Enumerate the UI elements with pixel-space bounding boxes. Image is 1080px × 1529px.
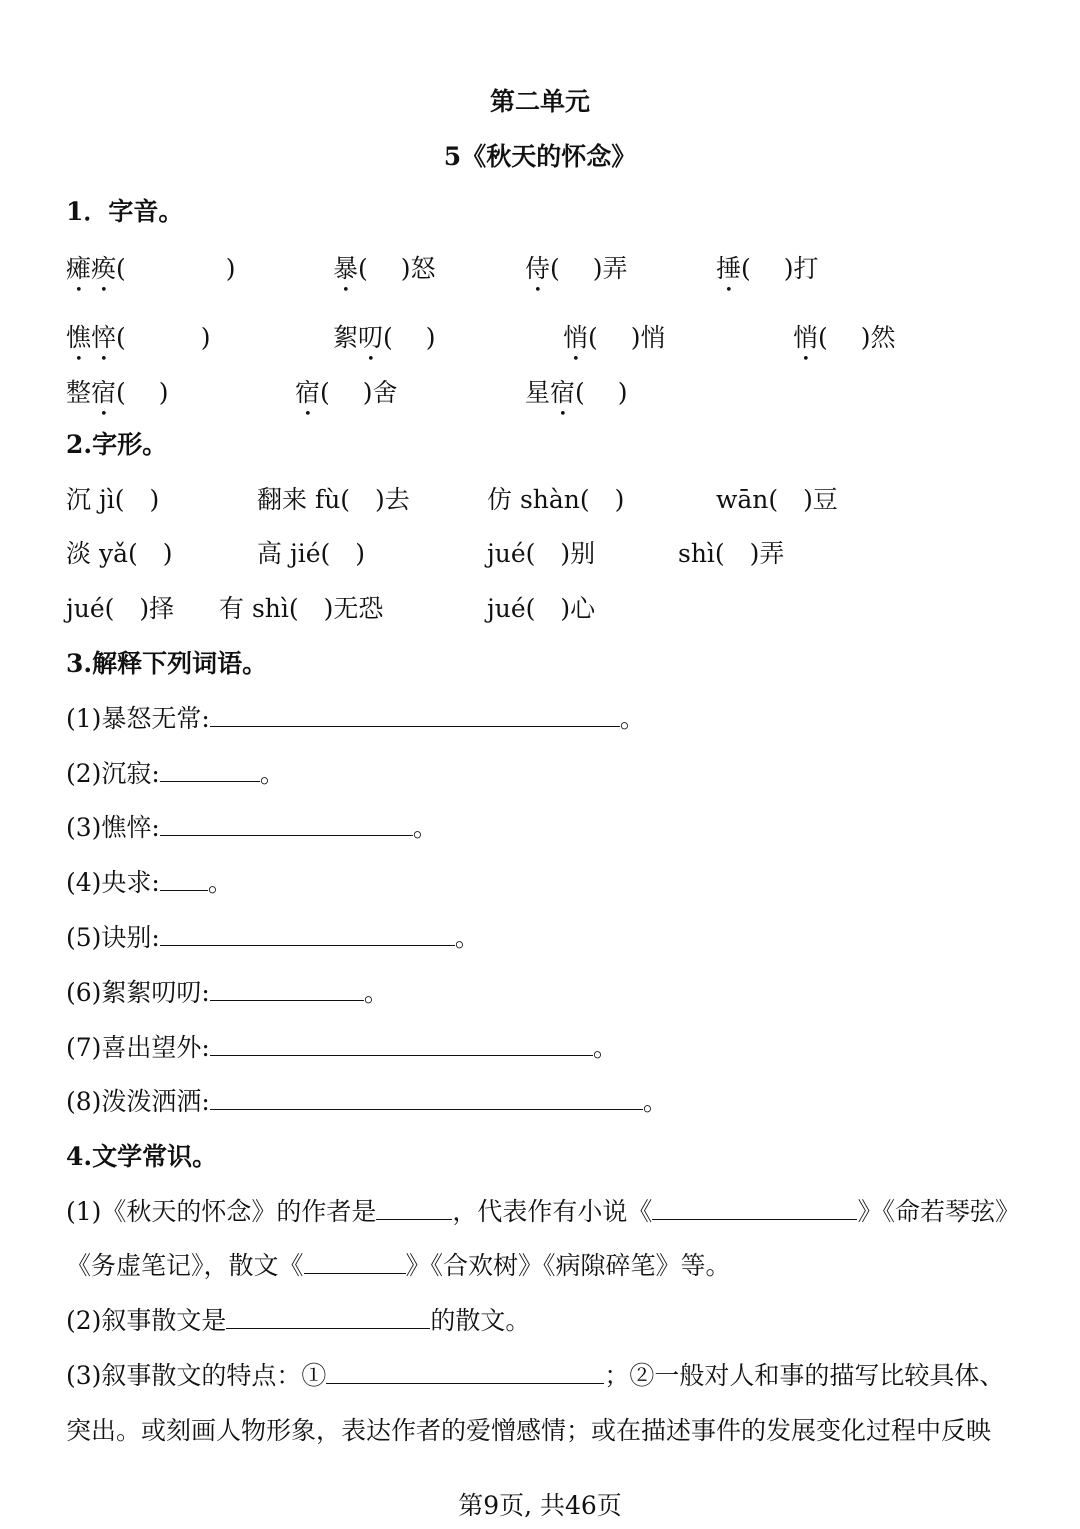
answer-blank[interactable]: [160, 944, 455, 946]
answer-blank[interactable]: [210, 999, 364, 1001]
pinyin-item: 絮叨( ): [333, 323, 436, 352]
literature-q1-line1: (1)《秋天的怀念》的作者是 ，代表作有小说《 》《命若琴弦》: [66, 1197, 1020, 1226]
answer-blank[interactable]: [304, 1272, 406, 1274]
pinyin-item: 暴( )怒: [333, 254, 436, 283]
definition-item: (1)暴怒无常: 。: [66, 704, 645, 733]
literature-q3-line1: (3)叙事散文的特点：① ；②一般对人和事的描写比较具体、: [66, 1361, 1005, 1390]
literature-q3-line2: 突出。或刻画人物形象，表达作者的爱憎感情；或在描述事件的发展变化过程中反映: [66, 1416, 992, 1445]
pinyin-item: 侍( )弄: [525, 254, 628, 283]
lesson-title: 5《秋天的怀念》: [443, 142, 637, 171]
answer-blank[interactable]: [326, 1382, 604, 1384]
glyph-item: 仿 shàn( ): [487, 485, 625, 514]
pinyin-item: 宿( )舍: [295, 378, 398, 407]
answer-blank[interactable]: [210, 1054, 593, 1056]
answer-blank[interactable]: [226, 1327, 430, 1329]
definition-item: (8)泼泼洒洒: 。: [66, 1087, 668, 1116]
answer-blank[interactable]: [376, 1218, 452, 1220]
section-2-heading: 2.字形。: [66, 430, 168, 459]
pinyin-item: 星宿( ): [525, 378, 628, 407]
pinyin-item: 捶( )打: [716, 254, 819, 283]
answer-blank[interactable]: [160, 834, 413, 836]
page-number: 第9页, 共46页: [458, 1491, 622, 1520]
section-1-heading: 1．字音。: [66, 197, 184, 226]
pinyin-item: 悄( )然: [793, 323, 896, 352]
definition-item: (2)沉寂: 。: [66, 759, 285, 788]
literature-q1-line2: 《务虚笔记》，散文《 》《合欢树》《病隙碎笔》等。: [66, 1251, 731, 1280]
pinyin-item: 整宿( ): [66, 378, 169, 407]
glyph-item: shì( )弄: [678, 539, 785, 568]
pinyin-item: 悄( )悄: [563, 323, 666, 352]
section-3-heading: 3.解释下列词语。: [66, 649, 268, 678]
pinyin-item: 瘫痪( ): [66, 254, 236, 283]
definition-item: (4)央求: 。: [66, 868, 233, 897]
unit-title: 第二单元: [489, 87, 590, 116]
literature-q2: (2)叙事散文是 的散文。: [66, 1306, 531, 1335]
answer-blank[interactable]: [210, 725, 620, 727]
answer-blank[interactable]: [160, 889, 208, 891]
glyph-item: 淡 yǎ( ): [66, 539, 173, 568]
glyph-item: 沉 jì( ): [66, 485, 160, 514]
glyph-item: 翻来 fù( )去: [257, 485, 410, 514]
definition-item: (5)诀别: 。: [66, 923, 480, 952]
glyph-item: jué( )心: [487, 594, 596, 623]
section-4-heading: 4.文学常识。: [66, 1142, 218, 1171]
glyph-item: 有 shì( )无恐: [219, 594, 384, 623]
glyph-item: 高 jié( ): [257, 539, 365, 568]
definition-item: (3)憔悴: 。: [66, 813, 438, 842]
answer-blank[interactable]: [160, 780, 260, 782]
answer-blank[interactable]: [210, 1108, 643, 1110]
glyph-item: jué( )别: [487, 539, 596, 568]
definition-item: (6)絮絮叨叨: 。: [66, 978, 389, 1007]
definition-item: (7)喜出望外: 。: [66, 1033, 618, 1062]
pinyin-item: 憔悴( ): [66, 323, 211, 352]
glyph-item: jué( )择: [66, 594, 175, 623]
glyph-item: wān( )豆: [716, 485, 838, 514]
answer-blank[interactable]: [652, 1218, 857, 1220]
